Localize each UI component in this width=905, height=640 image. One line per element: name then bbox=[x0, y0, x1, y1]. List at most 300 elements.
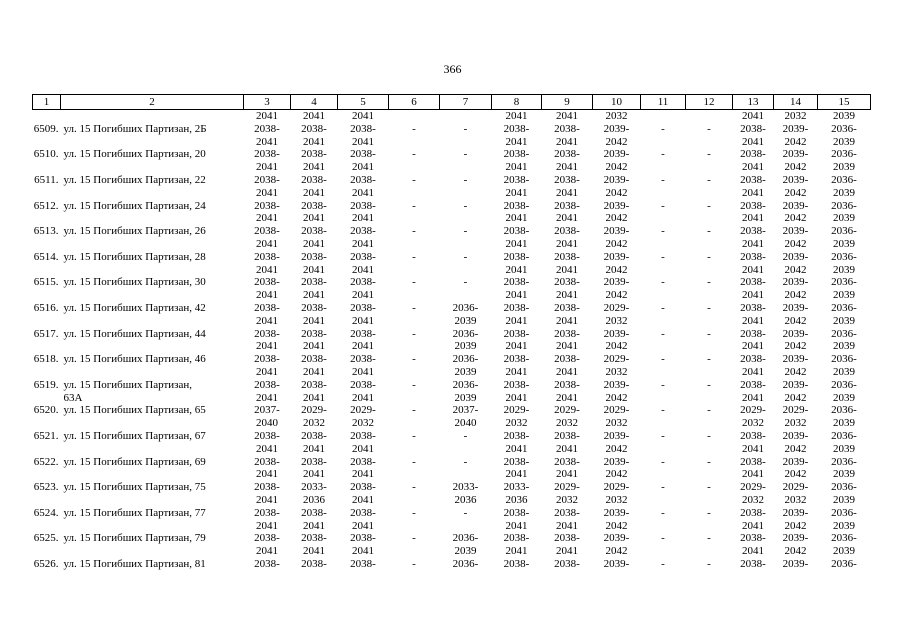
year-range-cell bbox=[492, 251, 542, 277]
cell-line: 2039- bbox=[782, 148, 809, 161]
cell-line: 2038- bbox=[554, 378, 580, 391]
cell-line: 2036- bbox=[831, 173, 857, 186]
cell-line: 2041 bbox=[256, 493, 278, 506]
year-range-cell bbox=[338, 353, 389, 379]
cell-line: 2038- bbox=[301, 455, 327, 468]
carry-cell: 2041 bbox=[742, 110, 764, 122]
cell-line: 2038- bbox=[350, 199, 376, 212]
cell-line: 2041 bbox=[742, 263, 764, 276]
cell-line: 2041 bbox=[256, 263, 278, 276]
cell-line: 2029- bbox=[503, 404, 530, 417]
cell-line: 2042 bbox=[605, 340, 628, 353]
year-range-cell bbox=[733, 225, 774, 251]
year-range-cell bbox=[389, 430, 440, 456]
year-range-cell bbox=[440, 481, 492, 507]
year-range-cell bbox=[774, 456, 818, 482]
cell-line: 2032 bbox=[505, 417, 528, 430]
year-range-cell bbox=[733, 251, 774, 277]
cell-line: 2039- bbox=[603, 506, 630, 519]
cell-line: - bbox=[661, 199, 665, 212]
carry-cell bbox=[686, 110, 733, 123]
cell-line: - bbox=[412, 506, 416, 519]
cell-line: 2038- bbox=[254, 506, 280, 519]
cell-line: - bbox=[412, 557, 416, 570]
cell-line: 2038- bbox=[503, 276, 530, 289]
cell-line: 2041 bbox=[556, 519, 578, 532]
cell-line: 2038- bbox=[301, 199, 327, 212]
year-range-cell bbox=[244, 251, 291, 277]
cell-line: 2038- bbox=[740, 122, 766, 135]
cell-line: 2038- bbox=[740, 276, 766, 289]
cell-line: 2039 bbox=[833, 186, 855, 199]
table-row bbox=[33, 251, 871, 277]
cell-line: 2042 bbox=[605, 545, 628, 558]
carry-cell: 2041 bbox=[303, 110, 325, 122]
cell-line: 2039- bbox=[782, 378, 809, 391]
year-range-cell bbox=[686, 174, 733, 200]
cell-line: 2038- bbox=[301, 532, 327, 545]
cell-line: 2038- bbox=[554, 173, 580, 186]
year-range-cell bbox=[818, 558, 871, 571]
year-range-cell bbox=[542, 481, 593, 507]
cell-line: 2039- bbox=[782, 173, 809, 186]
year-range-cell bbox=[542, 200, 593, 226]
cell-line: 2039- bbox=[603, 250, 630, 263]
year-range-cell bbox=[291, 302, 338, 328]
cell-line: - bbox=[707, 506, 711, 519]
cell-line: 2038- bbox=[554, 122, 580, 135]
cell-line: 2041 bbox=[352, 391, 374, 404]
cell-line: 2038- bbox=[554, 429, 580, 442]
cell-line: 2038- bbox=[740, 301, 766, 314]
cell-line: 2038- bbox=[554, 506, 580, 519]
cell-line: 2041 bbox=[303, 314, 325, 327]
cell-line: - bbox=[707, 148, 711, 161]
cell-line: ул. 15 Погибших Партизан, 42 bbox=[63, 301, 206, 314]
carry-cell bbox=[33, 110, 61, 123]
year-range-cell bbox=[492, 481, 542, 507]
table-row bbox=[33, 507, 871, 533]
cell-line: - bbox=[412, 199, 416, 212]
year-range-cell bbox=[774, 353, 818, 379]
cell-line: 2029- bbox=[301, 404, 327, 417]
cell-line: 2039 bbox=[833, 519, 855, 532]
cell-line: ул. 15 Погибших Партизан, 26 bbox=[63, 225, 206, 238]
address-cell bbox=[61, 225, 244, 251]
cell-line: 2029- bbox=[603, 481, 630, 494]
year-range-cell bbox=[440, 456, 492, 482]
cell-line: - bbox=[412, 122, 416, 135]
year-range-cell bbox=[244, 328, 291, 354]
cell-line: - bbox=[661, 429, 665, 442]
cell-line: 2039 bbox=[833, 442, 855, 455]
year-range-cell bbox=[338, 456, 389, 482]
cell-line: 2039 bbox=[833, 263, 855, 276]
cell-line: 2041 bbox=[352, 468, 374, 481]
cell-line: 2029- bbox=[554, 481, 580, 494]
year-range-cell bbox=[440, 353, 492, 379]
table-row bbox=[33, 225, 871, 251]
row-number: 6516. bbox=[33, 301, 59, 314]
year-range-cell bbox=[542, 225, 593, 251]
cell-line: 2038- bbox=[254, 378, 280, 391]
year-range-cell bbox=[291, 276, 338, 302]
cell-line: 2039- bbox=[782, 199, 809, 212]
cell-line: 2042 bbox=[784, 340, 807, 353]
year-range-cell bbox=[244, 404, 291, 430]
year-range-cell bbox=[641, 174, 686, 200]
year-range-cell bbox=[338, 200, 389, 226]
table-row bbox=[33, 558, 871, 571]
cell-line: 2041 bbox=[742, 161, 764, 174]
cell-line: 2041 bbox=[556, 289, 578, 302]
year-range-cell bbox=[593, 404, 641, 430]
year-range-cell bbox=[686, 507, 733, 533]
cell-line: 2038- bbox=[254, 122, 280, 135]
cell-line: - bbox=[707, 404, 711, 417]
cell-line: 2039 bbox=[454, 391, 477, 404]
year-range-cell bbox=[818, 430, 871, 456]
cell-line: 2041 bbox=[256, 442, 278, 455]
cell-line: 2041 bbox=[556, 161, 578, 174]
cell-line: ул. 15 Погибших Партизан, 77 bbox=[63, 506, 206, 519]
year-range-cell bbox=[641, 123, 686, 149]
cell-line: 2039 bbox=[454, 314, 477, 327]
cell-line: 2041 bbox=[556, 263, 578, 276]
year-range-cell bbox=[244, 148, 291, 174]
cell-line: - bbox=[707, 429, 711, 442]
cell-line: 2041 bbox=[505, 442, 528, 455]
cell-line: - bbox=[661, 225, 665, 238]
cell-line: 2041 bbox=[256, 314, 278, 327]
cell-line: 2038- bbox=[740, 353, 766, 366]
year-range-cell bbox=[291, 174, 338, 200]
cell-line: ул. 15 Погибших Партизан, 79 bbox=[63, 532, 206, 545]
row-number: 6520. bbox=[33, 404, 59, 417]
year-range-cell bbox=[389, 123, 440, 149]
year-range-cell bbox=[291, 200, 338, 226]
carry-cell: 2039 bbox=[833, 110, 855, 122]
carry-cell bbox=[61, 110, 244, 123]
cell-line: 2032 bbox=[742, 417, 764, 430]
cell-line: - bbox=[412, 250, 416, 263]
year-range-cell bbox=[338, 379, 389, 405]
cell-line: 2029- bbox=[603, 353, 630, 366]
cell-line: 2039- bbox=[782, 557, 809, 570]
carry-cell: 2041 bbox=[505, 110, 528, 122]
year-range-cell bbox=[774, 225, 818, 251]
cell-line: 2039- bbox=[782, 301, 809, 314]
year-range-cell bbox=[733, 353, 774, 379]
cell-line: 2038- bbox=[254, 199, 280, 212]
year-range-cell bbox=[389, 558, 440, 571]
table-row bbox=[33, 404, 871, 430]
year-range-cell bbox=[774, 251, 818, 277]
cell-line: 2038- bbox=[554, 225, 580, 238]
year-range-cell bbox=[593, 558, 641, 571]
cell-line: - bbox=[707, 301, 711, 314]
cell-line: 2041 bbox=[505, 186, 528, 199]
cell-line: ул. 15 Погибших Партизан, 75 bbox=[63, 481, 206, 494]
year-range-cell bbox=[542, 174, 593, 200]
row-number: 6521. bbox=[33, 429, 59, 442]
cell-line: 2038- bbox=[301, 225, 327, 238]
cell-line: - bbox=[661, 327, 665, 340]
cell-line: 2041 bbox=[256, 186, 278, 199]
cell-line: 2038- bbox=[350, 353, 376, 366]
cell-line: - bbox=[707, 481, 711, 494]
cell-line: 2041 bbox=[303, 212, 325, 225]
cell-line: 2038- bbox=[503, 199, 530, 212]
cell-line: 2038- bbox=[301, 122, 327, 135]
cell-line: 2036- bbox=[831, 481, 857, 494]
cell-line: - bbox=[707, 532, 711, 545]
year-range-cell bbox=[291, 456, 338, 482]
cell-line: 2036- bbox=[831, 122, 857, 135]
year-range-cell bbox=[542, 558, 593, 571]
year-range-cell bbox=[733, 200, 774, 226]
year-range-cell bbox=[440, 123, 492, 149]
year-range-cell bbox=[818, 123, 871, 149]
carry-cell: 2041 bbox=[556, 110, 578, 122]
year-range-cell bbox=[641, 532, 686, 558]
year-range-cell bbox=[542, 532, 593, 558]
cell-line: 2041 bbox=[303, 161, 325, 174]
cell-line: 2039- bbox=[782, 250, 809, 263]
carry-cell: 2032 bbox=[784, 110, 807, 122]
year-range-cell bbox=[818, 148, 871, 174]
column-header-6: 6 bbox=[389, 95, 440, 110]
cell-line: 2040 bbox=[454, 417, 477, 430]
year-range-cell bbox=[542, 123, 593, 149]
cell-line: 2039- bbox=[603, 455, 630, 468]
year-range-cell bbox=[774, 148, 818, 174]
cell-line: 2042 bbox=[784, 468, 807, 481]
cell-line: - bbox=[463, 276, 468, 289]
cell-line: 2038- bbox=[254, 250, 280, 263]
year-range-cell bbox=[818, 379, 871, 405]
cell-line: 2041 bbox=[505, 545, 528, 558]
cell-line: 2041 bbox=[505, 340, 528, 353]
year-range-cell bbox=[542, 379, 593, 405]
cell-line: 2036- bbox=[831, 199, 857, 212]
cell-line: 2042 bbox=[784, 263, 807, 276]
year-range-cell bbox=[492, 174, 542, 200]
cell-line: ул. 15 Погибших Партизан, 46 bbox=[63, 353, 206, 366]
cell-line: - bbox=[412, 301, 416, 314]
year-range-cell bbox=[291, 328, 338, 354]
cell-line: 2039- bbox=[782, 532, 809, 545]
cell-line: 2042 bbox=[784, 289, 807, 302]
cell-line: 2038- bbox=[254, 481, 280, 494]
year-range-cell bbox=[440, 174, 492, 200]
cell-line: 2038- bbox=[740, 148, 766, 161]
year-range-cell bbox=[244, 456, 291, 482]
cell-line: 2041 bbox=[352, 519, 374, 532]
cell-line: 2038- bbox=[350, 455, 376, 468]
address-cell bbox=[61, 456, 244, 482]
cell-line: 2038- bbox=[503, 327, 530, 340]
cell-line: 2038- bbox=[740, 250, 766, 263]
cell-line: 2041 bbox=[556, 186, 578, 199]
cell-line: 2041 bbox=[352, 442, 374, 455]
year-range-cell bbox=[492, 328, 542, 354]
cell-line: 2041 bbox=[256, 468, 278, 481]
cell-line: 2036- bbox=[831, 250, 857, 263]
cell-line: 2041 bbox=[556, 314, 578, 327]
year-range-cell bbox=[440, 276, 492, 302]
cell-line: 2029- bbox=[740, 481, 766, 494]
address-cell bbox=[61, 532, 244, 558]
year-range-cell bbox=[593, 507, 641, 533]
year-range-cell bbox=[338, 532, 389, 558]
table-row bbox=[33, 379, 871, 405]
year-range-cell bbox=[818, 200, 871, 226]
year-range-cell bbox=[244, 276, 291, 302]
cell-line: 2039 bbox=[454, 545, 477, 558]
cell-line: 2038- bbox=[350, 532, 376, 545]
cell-line: 2038- bbox=[554, 455, 580, 468]
cell-line: 2038- bbox=[254, 532, 280, 545]
cell-line: 2039- bbox=[782, 455, 809, 468]
cell-line: 2041 bbox=[303, 365, 325, 378]
cell-line: ул. 15 Погибших Партизан, 65 bbox=[63, 404, 206, 417]
row-number: 6523. bbox=[33, 481, 59, 494]
year-range-cell bbox=[641, 558, 686, 571]
year-range-cell bbox=[686, 148, 733, 174]
cell-line: 2032 bbox=[352, 417, 374, 430]
cell-line: 2038- bbox=[503, 532, 530, 545]
row-number: 6512. bbox=[33, 199, 59, 212]
year-range-cell bbox=[641, 481, 686, 507]
table-row bbox=[33, 148, 871, 174]
cell-line: 2039- bbox=[782, 353, 809, 366]
cell-line: - bbox=[463, 199, 468, 212]
cell-line: 2041 bbox=[352, 237, 374, 250]
year-range-cell bbox=[774, 328, 818, 354]
cell-line: 2041 bbox=[256, 391, 278, 404]
cell-line: 2041 bbox=[742, 289, 764, 302]
year-range-cell bbox=[291, 251, 338, 277]
cell-line: 2042 bbox=[605, 263, 628, 276]
year-range-cell bbox=[389, 302, 440, 328]
cell-line: 2038- bbox=[503, 455, 530, 468]
cell-line: 2041 bbox=[742, 365, 764, 378]
carry-cell bbox=[440, 110, 492, 123]
year-range-cell bbox=[542, 251, 593, 277]
column-header-5: 5 bbox=[338, 95, 389, 110]
cell-line: 2041 bbox=[352, 289, 374, 302]
cell-line: 2038- bbox=[740, 199, 766, 212]
cell-line: 2039- bbox=[603, 276, 630, 289]
year-range-cell bbox=[291, 532, 338, 558]
year-range-cell bbox=[641, 507, 686, 533]
cell-line: 2041 bbox=[742, 314, 764, 327]
year-range-cell bbox=[641, 148, 686, 174]
cell-line: - bbox=[661, 148, 665, 161]
year-range-cell bbox=[774, 532, 818, 558]
cell-line: - bbox=[412, 353, 416, 366]
carry-cell bbox=[641, 110, 686, 123]
cell-line: 2038- bbox=[740, 557, 766, 570]
cell-line: 2036- bbox=[831, 429, 857, 442]
year-range-cell bbox=[818, 404, 871, 430]
cell-line: - bbox=[661, 301, 665, 314]
carry-cell: 2041 bbox=[256, 110, 278, 122]
year-range-cell bbox=[686, 353, 733, 379]
row-number: 6517. bbox=[33, 327, 59, 340]
cell-line: 2041 bbox=[256, 365, 278, 378]
cell-line: 2041 bbox=[256, 135, 278, 148]
year-range-cell bbox=[733, 174, 774, 200]
year-range-cell bbox=[686, 123, 733, 149]
row-number: 6525. bbox=[33, 532, 59, 545]
cell-line: 2038- bbox=[350, 506, 376, 519]
year-range-cell bbox=[291, 481, 338, 507]
year-range-cell bbox=[492, 532, 542, 558]
cell-line: 2041 bbox=[256, 161, 278, 174]
cell-line: - bbox=[412, 378, 416, 391]
cell-line: ул. 15 Погибших Партизан, 67 bbox=[63, 429, 206, 442]
cell-line: 2039- bbox=[603, 532, 630, 545]
row-number: 6511. bbox=[34, 173, 59, 186]
cell-line: 2042 bbox=[784, 212, 807, 225]
cell-line: 2038- bbox=[350, 481, 376, 494]
cell-line: 2041 bbox=[505, 212, 528, 225]
cell-line: ул. 15 Погибших Партизан, 24 bbox=[63, 199, 206, 212]
cell-line: 2039- bbox=[782, 327, 809, 340]
cell-line: 2038- bbox=[301, 353, 327, 366]
year-range-cell bbox=[686, 532, 733, 558]
cell-line: 2038- bbox=[301, 250, 327, 263]
cell-line: 2041 bbox=[742, 519, 764, 532]
cell-line: 2041 bbox=[505, 237, 528, 250]
year-range-cell bbox=[774, 276, 818, 302]
cell-line: 2038- bbox=[254, 148, 280, 161]
cell-line: 2039- bbox=[782, 225, 809, 238]
cell-line: 2038- bbox=[503, 378, 530, 391]
year-range-cell bbox=[641, 200, 686, 226]
cell-line: 2038- bbox=[740, 506, 766, 519]
year-range-cell bbox=[440, 379, 492, 405]
cell-line: 2039 bbox=[833, 545, 855, 558]
cell-line: 2041 bbox=[742, 237, 764, 250]
cell-line: 2032 bbox=[605, 493, 628, 506]
cell-line: 2041 bbox=[505, 391, 528, 404]
table-row bbox=[33, 430, 871, 456]
cell-line: 2041 bbox=[352, 340, 374, 353]
cell-line: 2036 bbox=[505, 493, 528, 506]
year-range-cell bbox=[389, 481, 440, 507]
year-range-cell bbox=[338, 328, 389, 354]
cell-line: 2042 bbox=[605, 212, 628, 225]
year-range-cell bbox=[338, 276, 389, 302]
year-range-cell bbox=[733, 456, 774, 482]
year-range-cell bbox=[389, 532, 440, 558]
cell-line: 2041 bbox=[556, 237, 578, 250]
year-range-cell bbox=[733, 302, 774, 328]
cell-line: 2038- bbox=[254, 173, 280, 186]
cell-line: 2041 bbox=[352, 493, 374, 506]
cell-line: ул. 15 Погибших Партизан, 69 bbox=[63, 455, 206, 468]
cell-line: 2041 bbox=[742, 186, 764, 199]
cell-line: 2042 bbox=[784, 545, 807, 558]
cell-line: - bbox=[707, 378, 711, 391]
cell-line: 2041 bbox=[505, 289, 528, 302]
year-range-cell bbox=[641, 430, 686, 456]
cell-line: 2041 bbox=[352, 186, 374, 199]
cell-line: 2039 bbox=[833, 314, 855, 327]
